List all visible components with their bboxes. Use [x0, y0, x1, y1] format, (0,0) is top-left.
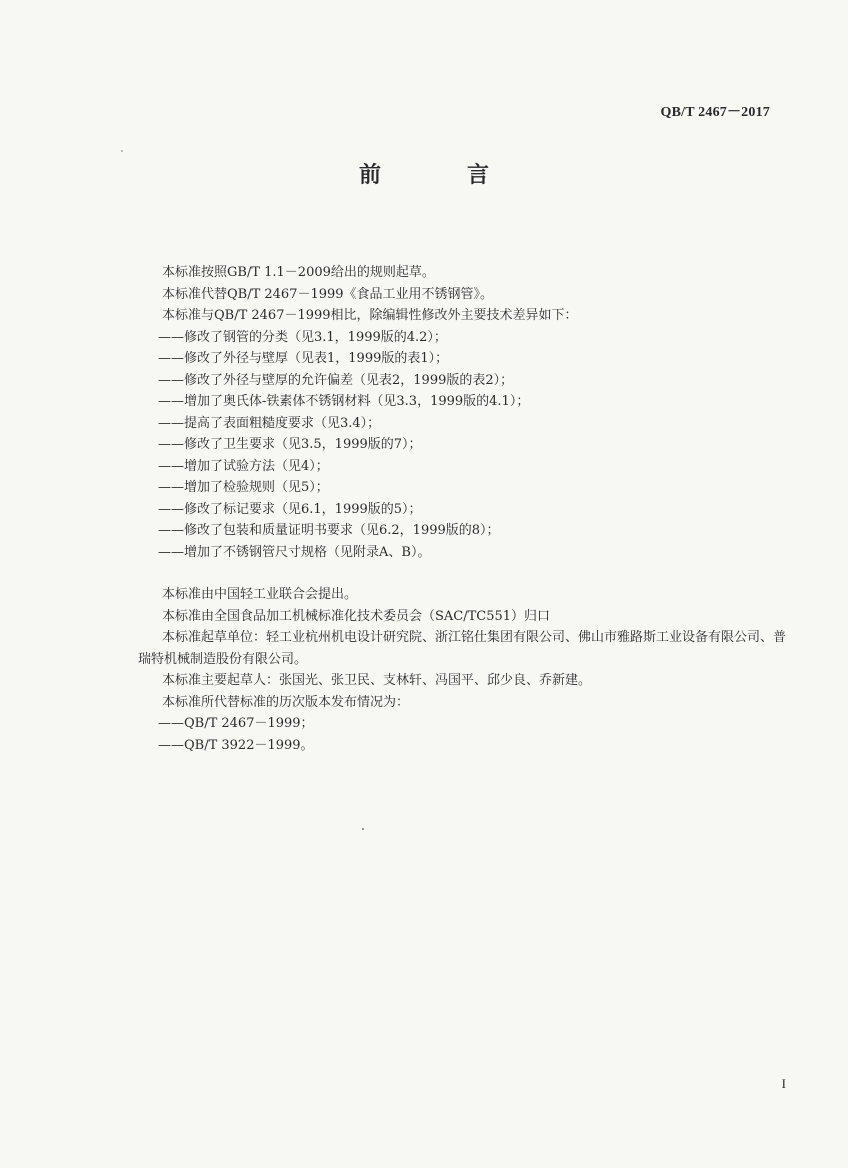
jurisdiction: 本标准由全国食品加工机械标准化技术委员会（SAC/TC551）归口	[162, 608, 551, 624]
drafters: 本标准主要起草人：张国光、张卫民、支林轩、冯国平、邱少良、乔新建。	[162, 673, 592, 688]
change-item: ——增加了检验规则（见5）；	[158, 480, 329, 495]
change-item: ——增加了试验方法（见4）；	[158, 458, 329, 474]
history-item: ——QB/T 2467－1999；	[158, 716, 314, 731]
drafting-units: 本标准起草单位：轻工业杭州机电设计研究院、浙江铭仕集团有限公司、佛山市雅路斯工业设备有限公司、普瑞特机械制造股份有限公司。	[138, 630, 787, 667]
standard-number: QB/T 2467－2017	[660, 105, 770, 120]
page-title: 前 言	[358, 163, 521, 188]
change-item: ——修改了钢管的分类（见3.1，1999版的4.2）；	[158, 329, 447, 345]
scan-speck	[362, 828, 364, 830]
paragraph-gap	[138, 563, 798, 584]
scan-speck	[121, 150, 123, 152]
foreword-body	[138, 262, 798, 756]
change-item: ——修改了外径与壁厚（见表1，1999版的表1）；	[158, 351, 449, 366]
change-item: ——修改了外径与壁厚的允许偏差（见表2，1999版的表2）；	[158, 372, 514, 388]
change-item: ——修改了卫生要求（见3.5，1999版的7）；	[158, 437, 422, 452]
intro-line: 本标准代替QB/T 2467－1999《食品工业用不锈钢管》。	[162, 286, 494, 302]
change-item: ——修改了包装和质量证明书要求（见6.2，1999版的8）；	[158, 523, 500, 538]
change-item: ——提高了表面粗糙度要求（见3.4）；	[158, 415, 381, 431]
change-item: ——修改了标记要求（见6.1，1999版的5）；	[158, 501, 422, 517]
intro-line: 本标准与QB/T 2467－1999相比，除编辑性修改外主要技术差异如下：	[162, 308, 578, 323]
intro-line: 本标准按照GB/T 1.1－2009给出的规则起草。	[162, 265, 435, 280]
history-item: ——QB/T 3922－1999。	[158, 737, 314, 753]
change-item: ——增加了不锈钢管尺寸规格（见附录A、B）。	[158, 544, 431, 560]
change-item: ——增加了奥氏体-铁素体不锈钢材料（见3.3，1999版的4.1）；	[158, 394, 530, 409]
proposed-by: 本标准由中国轻工业联合会提出。	[162, 587, 358, 602]
page-number: I	[781, 1076, 786, 1091]
history-intro: 本标准所代替标准的历次版本发布情况为：	[162, 694, 410, 710]
